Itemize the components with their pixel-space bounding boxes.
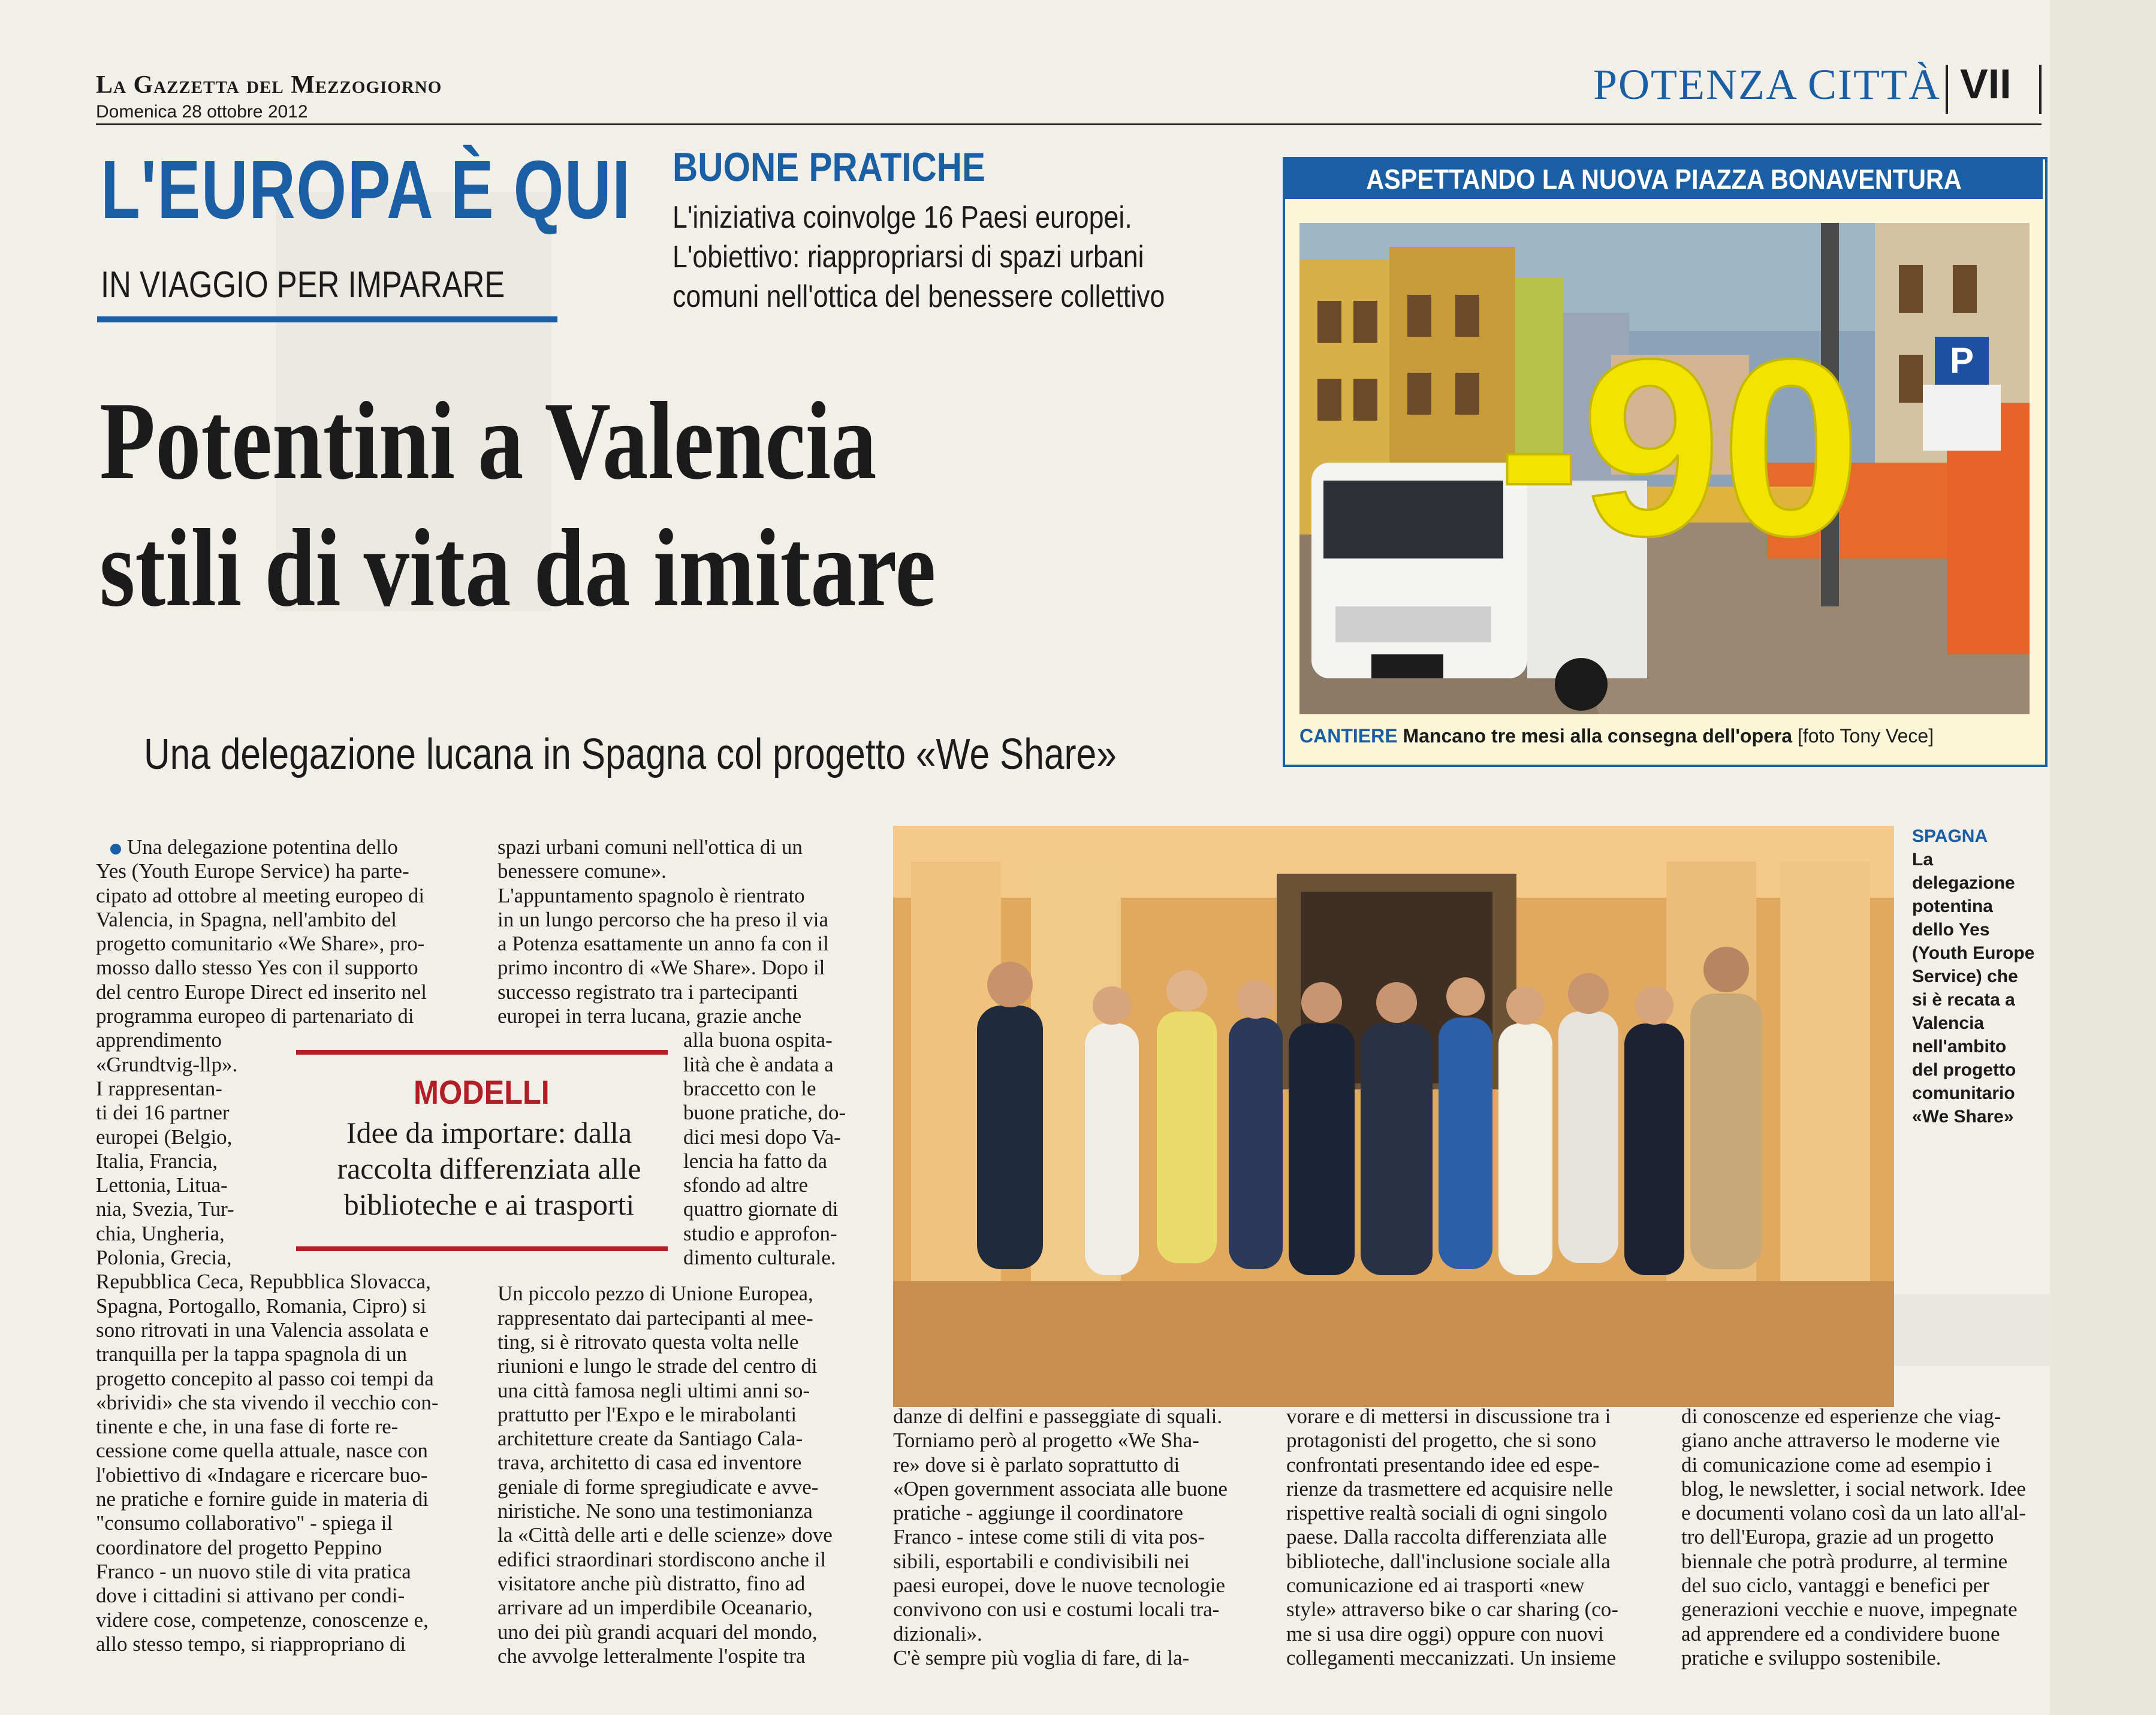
caption-line: comunitario bbox=[1912, 1083, 2015, 1103]
article-line: protagonisti del progetto, che si sono bbox=[1286, 1429, 1597, 1453]
article-line: una città famosa negli ultimi anni so- bbox=[497, 1378, 810, 1402]
article-line: dici mesi dopo Va- bbox=[683, 1125, 841, 1149]
article-line: che avvolge letteralmente l'ospite tra bbox=[497, 1644, 806, 1668]
article-line: «Grundtvig-llp». bbox=[96, 1052, 238, 1076]
article-line: trava, architetto di casa ed inventore bbox=[497, 1451, 802, 1475]
headline bbox=[99, 378, 936, 632]
article-column-5 bbox=[1681, 1405, 2051, 1670]
buone-pratiche-line: L'obiettivo: riappropriarsi di spazi urbani bbox=[673, 240, 1144, 274]
article-line: di conoscenze ed esperienze che viag- bbox=[1681, 1405, 2001, 1428]
article-line: prattutto per l'Expo e le mirabolanti bbox=[497, 1402, 797, 1426]
caption-line: La bbox=[1912, 850, 1934, 869]
caption-line: del progetto bbox=[1912, 1060, 2016, 1080]
article-line: studio e approfon- bbox=[683, 1221, 837, 1245]
page-number: VII bbox=[1960, 61, 2012, 107]
article-line: danze di delfini e passeggiate di squali. bbox=[893, 1405, 1223, 1428]
article-line: sfondo ad altre bbox=[683, 1173, 808, 1197]
article-line: «brividi» che sta vivendo il vecchio con- bbox=[96, 1390, 439, 1414]
article-line: europei (Belgio, bbox=[96, 1125, 233, 1149]
article-line: pratiche e sviluppo sostenibile. bbox=[1681, 1645, 1941, 1669]
kicker-title: L'EUROPA È QUI bbox=[101, 144, 631, 236]
article-line: Polonia, Grecia, bbox=[96, 1246, 232, 1270]
article-line: Valencia, in Spagna, nell'ambito del bbox=[96, 907, 397, 931]
modelli-line: raccolta differenziata alle bbox=[337, 1152, 641, 1185]
parking-sign-letter: P bbox=[1950, 340, 1974, 381]
article-line: europei in terra lucana, grazie anche bbox=[497, 1004, 802, 1028]
modelli-title: MODELLI bbox=[414, 1073, 550, 1111]
article-line: programma europeo di partenariato di bbox=[96, 1004, 414, 1028]
article-line: rienze da trasmettere ed acquisire nelle bbox=[1286, 1477, 1614, 1500]
article-line: me si usa dire oggi) oppure con nuovi bbox=[1286, 1622, 1604, 1645]
article-line: quattro giornate di bbox=[683, 1197, 839, 1221]
article-line: niristiche. Ne sono una testimonianza bbox=[497, 1499, 813, 1523]
caption-line: delegazione bbox=[1912, 873, 2015, 893]
article-line: tro dell'Europa, grazie ad un progetto bbox=[1681, 1525, 1994, 1549]
article-line: e documenti volano così da un lato all'al- bbox=[1681, 1501, 2026, 1525]
construction-photo-image bbox=[1299, 223, 2030, 714]
headline-line: stili di vita da imitare bbox=[99, 506, 936, 630]
article-line: paese. Dalla raccolta differenziata alle bbox=[1286, 1525, 1607, 1549]
article-line: apprendimento bbox=[96, 1028, 222, 1052]
article-line: allo stesso tempo, si riappropriano di bbox=[96, 1632, 406, 1656]
column-block bbox=[497, 835, 869, 1028]
article-line: geniale di forme spregiudicate e avve- bbox=[497, 1475, 819, 1499]
kicker-rule bbox=[97, 316, 557, 322]
article-line: L'appuntamento spagnolo è rientrato bbox=[497, 883, 805, 907]
masthead-divider bbox=[2039, 65, 2042, 114]
article-line: progetto comunitario «We Share», pro- bbox=[96, 932, 425, 956]
article-line: tranquilla per la tappa spagnola di un bbox=[96, 1342, 408, 1366]
caption-line: «We Share» bbox=[1912, 1107, 2014, 1127]
article-line: architetture create da Santiago Cala- bbox=[497, 1427, 803, 1451]
subheadline: Una delegazione lucana in Spagna col progetto «We Share» bbox=[144, 730, 1117, 778]
article-line: Una delegazione potentina dello bbox=[96, 835, 471, 859]
article-line: dove i cittadini si attivano per condi- bbox=[96, 1584, 405, 1608]
article-line: giano anche attraverso le moderne vie bbox=[1681, 1429, 2000, 1453]
article-line: del suo ciclo, vantaggi e benefici per bbox=[1681, 1574, 1990, 1598]
countdown-number: -90 bbox=[1497, 307, 1862, 588]
caption-line: (Youth Europe bbox=[1912, 943, 2035, 963]
article-column-1 bbox=[96, 835, 471, 1656]
article-line: visitatore anche più distratto, fino ad bbox=[497, 1571, 806, 1595]
article-line: Yes (Youth Europe Service) ha parte- bbox=[96, 859, 409, 883]
article-line: Franco - intese come stili di vita pos- bbox=[893, 1525, 1205, 1549]
article-column-2 bbox=[497, 835, 869, 1668]
article-line: blog, le newsletter, i social network. Idee bbox=[1681, 1477, 2026, 1500]
article-line: rispettive realtà sociali di ogni singolo bbox=[1286, 1501, 1608, 1525]
masthead-rule bbox=[96, 123, 2042, 125]
article-line: nia, Svezia, Tur- bbox=[96, 1197, 234, 1221]
caption-label: SPAGNA bbox=[1912, 826, 1988, 846]
caption-line: dello Yes bbox=[1912, 920, 1990, 940]
article-line: lità che è andata a bbox=[683, 1052, 834, 1076]
article-line: uno dei più grandi acquari del mondo, bbox=[497, 1620, 818, 1644]
group-photo-caption bbox=[1912, 825, 2038, 1128]
buone-pratiche-line: comuni nell'ottica del benessere collettivo bbox=[673, 279, 1165, 314]
article-line: coordinatore del progetto Peppino bbox=[96, 1535, 382, 1559]
article-line: ti dei 16 partner bbox=[96, 1101, 230, 1125]
article-line: confrontati presentando idee ed espe- bbox=[1286, 1453, 1600, 1477]
caption-line: Valencia bbox=[1912, 1013, 1985, 1033]
article-line: biblioteche, dall'inclusione sociale alla bbox=[1286, 1549, 1611, 1573]
caption-title: Mancano tre mesi alla consegna dell'opera bbox=[1403, 725, 1793, 747]
masthead-divider bbox=[1946, 65, 1948, 114]
bullet-icon bbox=[110, 844, 121, 855]
article-line: progetto concepito al passo coi tempi da bbox=[96, 1366, 434, 1390]
article-line: lencia ha fatto da bbox=[683, 1149, 828, 1173]
article-line: di comunicazione come ad esempio i bbox=[1681, 1453, 1992, 1477]
article-line: cessione come quella attuale, nasce con bbox=[96, 1439, 428, 1463]
buone-pratiche-text bbox=[673, 198, 1188, 316]
headline-line: Potentini a Valencia bbox=[99, 379, 877, 503]
article-line: biennale che potrà produrre, al termine bbox=[1681, 1549, 2008, 1573]
article-line: primo incontro di «We Share». Dopo il bbox=[497, 956, 825, 980]
article-line: Torniamo però al progetto «We Sha- bbox=[893, 1429, 1199, 1453]
column-block bbox=[683, 1028, 869, 1270]
article-line: chia, Ungheria, bbox=[96, 1221, 225, 1245]
article-line: sono ritrovati in una Valencia assolata e bbox=[96, 1318, 429, 1342]
article-line: collegamenti meccanizzati. Un insieme bbox=[1286, 1645, 1617, 1669]
article-column-3 bbox=[893, 1405, 1263, 1670]
article-line: Repubblica Ceca, Repubblica Slovacca, bbox=[96, 1270, 431, 1294]
construction-photo-caption bbox=[1299, 725, 1934, 747]
article-line: ad apprendere ed a condividere buone bbox=[1681, 1622, 2000, 1645]
article-line: "consumo collaborativo" - spiega il bbox=[96, 1511, 393, 1535]
kicker-subtitle: IN VIAGGIO PER IMPARARE bbox=[101, 264, 505, 306]
article-line: videre cose, competenze, conoscenze e, bbox=[96, 1608, 429, 1632]
modelli-line: biblioteche e ai trasporti bbox=[343, 1188, 635, 1221]
article-line: Franco - un nuovo stile di vita pratica bbox=[96, 1559, 411, 1583]
article-line: sibili, esportabili e condivisibili nei bbox=[893, 1549, 1190, 1573]
article-line: cipato ad ottobre al meeting europeo di bbox=[96, 883, 425, 907]
group-photo bbox=[893, 826, 1894, 1407]
article-line: Italia, Francia, bbox=[96, 1149, 218, 1173]
article-line: rappresentato dai partecipanti al mee- bbox=[497, 1306, 813, 1330]
article-line: C'è sempre più voglia di fare, di la- bbox=[893, 1645, 1190, 1669]
article-line: successo registrato tra i partecipanti bbox=[497, 980, 798, 1004]
article-line: arrivare ad un imperdibile Oceanario, bbox=[497, 1596, 813, 1620]
caption-line: Service) che bbox=[1912, 967, 2018, 986]
buone-pratiche-title: BUONE PRATICHE bbox=[673, 144, 986, 190]
article-line: generazioni vecchie e nuove, impegnate bbox=[1681, 1598, 2018, 1622]
article-line: paesi europei, dove le nuove tecnologie bbox=[893, 1574, 1225, 1598]
caption-label: CANTIERE bbox=[1299, 725, 1398, 747]
article-line: Lettonia, Litua- bbox=[96, 1173, 228, 1197]
article-line: I rappresentan- bbox=[96, 1076, 222, 1100]
article-line: benessere comune». bbox=[497, 859, 667, 883]
article-line: style» attraverso bike o car sharing (co- bbox=[1286, 1598, 1618, 1622]
article-line: mosso dallo stesso Yes con il supporto bbox=[96, 956, 418, 980]
photo-banner-text: ASPETTANDO LA NUOVA PIAZZA BONAVENTURA bbox=[1366, 164, 1962, 195]
article-line: pratiche - aggiunge il coordinatore bbox=[893, 1501, 1183, 1525]
article-line: edifici straordinari stordiscono anche il bbox=[497, 1547, 827, 1571]
article-line: in un lungo percorso che ha preso il via bbox=[497, 907, 829, 931]
article-line: braccetto con le bbox=[683, 1076, 816, 1100]
article-line: convivono con usi e costumi locali tra- bbox=[893, 1598, 1220, 1622]
article-line: ne pratiche e fornire guide in materia di bbox=[96, 1487, 429, 1511]
buone-pratiche-line: L'iniziativa coinvolge 16 Paesi europei. bbox=[673, 200, 1132, 235]
article-line: «Open government associata alle buone bbox=[893, 1477, 1228, 1500]
caption-line: si è recata a bbox=[1912, 990, 2015, 1010]
article-column-4 bbox=[1286, 1405, 1656, 1670]
article-line: comunicazione ed ai trasporti «new bbox=[1286, 1574, 1585, 1598]
article-line: tinente e che, in una fase di forte re- bbox=[96, 1415, 399, 1439]
publication-date: Domenica 28 ottobre 2012 bbox=[96, 102, 308, 122]
article-line: re» dove si è parlato soprattutto di bbox=[893, 1453, 1180, 1477]
article-line: ting, si è ritrovato questa volta nelle bbox=[497, 1330, 799, 1354]
caption-credit: [foto Tony Vece] bbox=[1797, 725, 1934, 747]
group-photo-image bbox=[893, 826, 1894, 1407]
article-line: del centro Europe Direct ed inserito nel bbox=[96, 980, 427, 1004]
newspaper-masthead: La Gazzetta del Mezzogiorno bbox=[96, 71, 442, 99]
construction-photo bbox=[1299, 223, 2030, 714]
modelli-line: Idee da importare: dalla bbox=[346, 1116, 632, 1149]
article-line: a Potenza esattamente un anno fa con il bbox=[497, 932, 829, 956]
column-block bbox=[497, 1282, 869, 1668]
article-line: alla buona ospita- bbox=[683, 1028, 833, 1052]
caption-line: nell'ambito bbox=[1912, 1037, 2007, 1056]
article-line: la «Città delle arti e delle scienze» dove bbox=[497, 1523, 833, 1547]
article-line: buone pratiche, do- bbox=[683, 1101, 846, 1125]
article-line: riunioni e lungo le strade del centro di bbox=[497, 1354, 818, 1378]
article-line: l'obiettivo di «Indagare e ricercare buo- bbox=[96, 1463, 428, 1487]
photo-banner bbox=[1285, 159, 2043, 199]
article-line: dimento culturale. bbox=[683, 1246, 836, 1270]
article-line: vorare e di mettersi in discussione tra i bbox=[1286, 1405, 1611, 1428]
article-line: Spagna, Portogallo, Romania, Cipro) si bbox=[96, 1294, 427, 1318]
section-title: POTENZA CITTÀ bbox=[1593, 61, 1941, 108]
article-line: Un piccolo pezzo di Unione Europea, bbox=[497, 1282, 813, 1306]
article-line: spazi urbani comuni nell'ottica di un bbox=[497, 835, 803, 859]
article-line: dizionali». bbox=[893, 1622, 982, 1645]
caption-line: potentina bbox=[1912, 896, 1993, 916]
